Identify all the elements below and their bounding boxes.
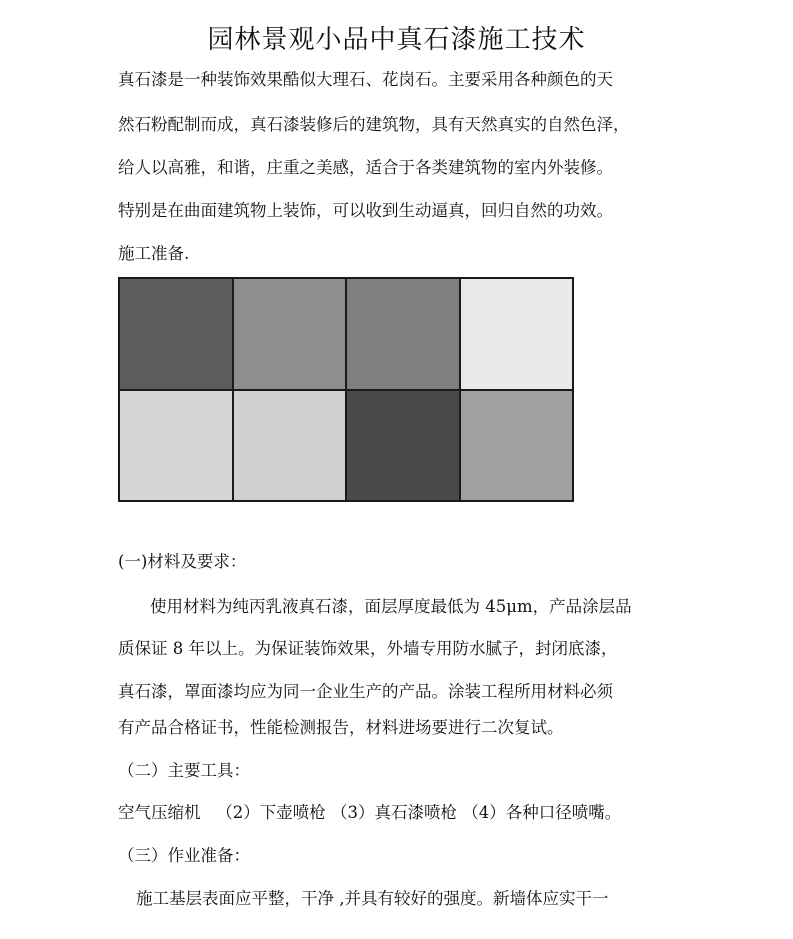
- color-swatch-3: [347, 279, 459, 389]
- intro-line-1: 真石漆是一种装饰效果酷似大理石、花岗石。主要采用各种颜色的天: [118, 70, 613, 89]
- intro-line-5: 施工准备.: [118, 244, 190, 263]
- color-swatch-5: [120, 391, 232, 501]
- section-1-line-1: 使用材料为纯丙乳液真石漆，面层厚度最低为 45μm，产品涂层品: [150, 597, 632, 616]
- section-2-heading: （二）主要工具：: [118, 761, 250, 780]
- section-1-line-2: 质保证 8 年以上。为保证装饰效果，外墙专用防水腻子，封闭底漆，: [118, 639, 618, 658]
- section-3-line-1: 施工基层表面应平整，干净 ,并具有较好的强度。新墙体应实干一: [136, 889, 609, 908]
- color-swatch-8: [461, 391, 573, 501]
- section-1-heading: (一)材料及要求：: [118, 552, 247, 571]
- page-title: 园林景观小品中真石漆施工技术: [207, 25, 586, 55]
- color-swatch-1: [120, 279, 232, 389]
- color-swatch-4: [461, 279, 573, 389]
- intro-line-2: 然石粉配制而成，真石漆装修后的建筑物，具有天然真实的自然色泽，: [118, 115, 630, 134]
- section-2-tools: 空气压缩机 （2）下壶喷枪 （3）真石漆喷枪 （4）各种口径喷嘴。: [118, 803, 622, 822]
- section-3-heading: （三）作业准备：: [118, 846, 250, 865]
- color-swatch-7: [347, 391, 459, 501]
- color-swatch-2: [234, 279, 346, 389]
- color-swatch-grid: [118, 277, 574, 502]
- intro-line-3: 给人以高雅，和谐，庄重之美感，适合于各类建筑物的室内外装修。: [118, 158, 613, 177]
- intro-line-4: 特别是在曲面建筑物上装饰，可以收到生动逼真，回归自然的功效。: [118, 201, 613, 220]
- section-1-line-3: 真石漆，罩面漆均应为同一企业生产的产品。涂装工程所用材料必须: [118, 682, 613, 701]
- color-swatch-6: [234, 391, 346, 501]
- section-1-line-4: 有产品合格证书，性能检测报告，材料进场要进行二次复试。: [118, 718, 564, 737]
